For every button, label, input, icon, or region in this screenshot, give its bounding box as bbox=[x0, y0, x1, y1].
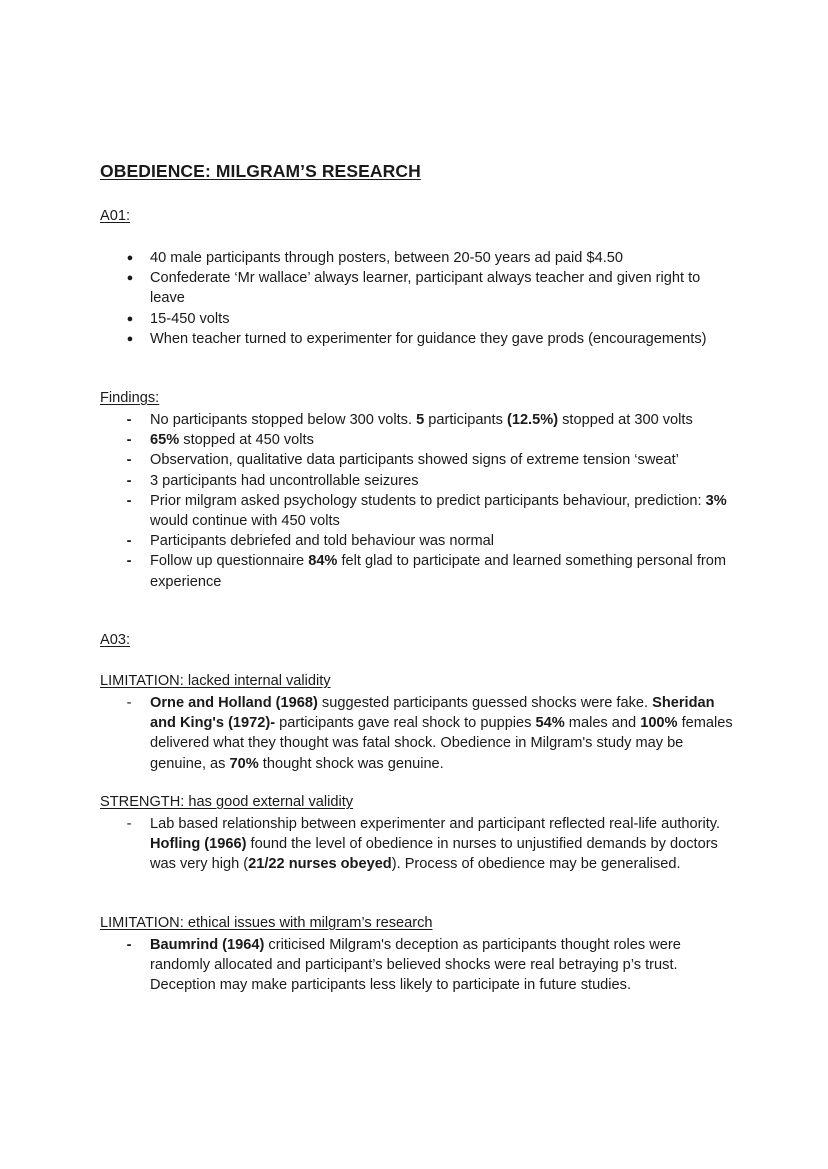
ao3-point-list bbox=[0, 814, 828, 875]
ao1-heading: A01: bbox=[100, 208, 131, 224]
text-run: Prior milgram asked psychology students to predict participants behaviour, prediction: bbox=[150, 492, 706, 509]
list-item: ● 15-450 volts bbox=[0, 309, 828, 329]
limitation-ethical-issues-heading: LIMITATION: ethical issues with milgram’s research bbox=[100, 915, 433, 931]
dash-marker: - bbox=[126, 695, 132, 711]
ao1-bullet-list bbox=[0, 248, 828, 349]
bold-text: (12.5%) bbox=[506, 412, 559, 428]
bullet-marker: ● bbox=[126, 272, 134, 285]
bold-text: 70% bbox=[229, 755, 259, 772]
dash-marker: - bbox=[126, 472, 132, 489]
bullet-marker: ● bbox=[126, 252, 134, 264]
list-item: ● When teacher turned to experimenter for guidance they gave prods (encouragements) bbox=[0, 329, 828, 349]
text-run: felt glad to participate and learned something personal from experience bbox=[150, 553, 727, 590]
list-item: ● Confederate ‘Mr wallace’ always learner, participant always teacher and given right to leave bbox=[0, 268, 828, 308]
list-item bbox=[0, 471, 828, 491]
list-item: ● 40 male participants through posters, between 20-50 years ad paid $4.50 bbox=[0, 248, 828, 268]
ao3-point-list bbox=[0, 935, 828, 996]
text-run: thought shock was genuine. bbox=[258, 755, 444, 772]
text-run: stopped at 450 volts bbox=[179, 432, 314, 449]
bullet-marker: ● bbox=[126, 312, 134, 325]
text-run: Participants debriefed and told behaviour was normal bbox=[150, 533, 494, 550]
list-item bbox=[0, 814, 828, 875]
list-item bbox=[0, 430, 828, 450]
list-item bbox=[0, 410, 828, 430]
bold-text: Hofling (1966) bbox=[150, 836, 247, 853]
bold-text: Sheridan and King's (1972)- bbox=[150, 695, 715, 732]
dash-marker: - bbox=[126, 937, 132, 953]
list-item bbox=[0, 531, 828, 551]
bold-text: 3% bbox=[705, 492, 727, 509]
ao3-point-list bbox=[0, 693, 828, 774]
text-run: Lab based relationship between experimenter and participant reflected real-life authority. bbox=[150, 816, 721, 832]
ao3-heading: A03: bbox=[100, 632, 131, 648]
text-run: criticised Milgram's deception as participants thought roles were randomly allocated and participant’s believed shocks were real betraying p’s trust. Deception may make participants less likely to participate in future studies. bbox=[150, 937, 681, 994]
strength-external-validity-heading: STRENGTH: has good external validity bbox=[100, 794, 354, 810]
text-run: stopped at 300 volts bbox=[558, 412, 693, 428]
dash-marker: - bbox=[126, 816, 132, 832]
dash-marker: - bbox=[126, 452, 132, 469]
text-run: participants gave real shock to puppies bbox=[275, 715, 536, 732]
text-run: found the level of obedience in nurses to unjustified demands by doctors was very high ( bbox=[150, 836, 718, 873]
bold-text: Baumrind (1964) bbox=[150, 937, 265, 953]
list-item bbox=[0, 693, 828, 774]
list-item bbox=[0, 935, 828, 996]
dash-marker: - bbox=[126, 533, 132, 550]
dash-marker: - bbox=[126, 553, 132, 570]
text-run: females delivered what they thought was fatal shock. Obedience in Milgram's study may be genuine, as bbox=[150, 715, 733, 772]
bold-text: 5 bbox=[416, 412, 425, 428]
bold-text: 21/22 nurses obeyed bbox=[248, 856, 392, 873]
list-item bbox=[0, 551, 828, 591]
text-run: 3 participants had uncontrollable seizures bbox=[150, 472, 419, 489]
text-run: No participants stopped below 300 volts. bbox=[150, 412, 417, 428]
dash-marker: - bbox=[126, 412, 132, 428]
bullet-marker: ● bbox=[126, 332, 134, 345]
dash-marker: - bbox=[126, 432, 132, 449]
text-run: Observation, qualitative data participants showed signs of extreme tension ‘sweat’ bbox=[150, 452, 679, 469]
bold-text: 84% bbox=[308, 553, 338, 570]
text-run: suggested participants guessed shocks were fake. bbox=[317, 695, 653, 711]
text-run: ). Process of obedience may be generalised. bbox=[391, 856, 681, 873]
findings-heading: Findings: bbox=[100, 390, 160, 406]
text-run: would continue with 450 volts bbox=[150, 513, 340, 530]
page-title: OBEDIENCE: MILGRAM’S RESEARCH bbox=[100, 161, 421, 181]
bold-text: 100% bbox=[640, 715, 678, 732]
bold-text: 54% bbox=[535, 715, 565, 732]
text-run: Follow up questionnaire bbox=[150, 553, 309, 570]
bold-text: Orne and Holland (1968) bbox=[150, 695, 318, 711]
list-item bbox=[0, 491, 828, 531]
limitation-internal-validity-heading: LIMITATION: lacked internal validity bbox=[100, 673, 331, 689]
bold-text: 65% bbox=[150, 432, 180, 449]
findings-list bbox=[0, 410, 828, 592]
list-item bbox=[0, 450, 828, 470]
dash-marker: - bbox=[126, 492, 132, 509]
text-run: males and bbox=[564, 715, 641, 732]
text-run: participants bbox=[424, 412, 507, 428]
